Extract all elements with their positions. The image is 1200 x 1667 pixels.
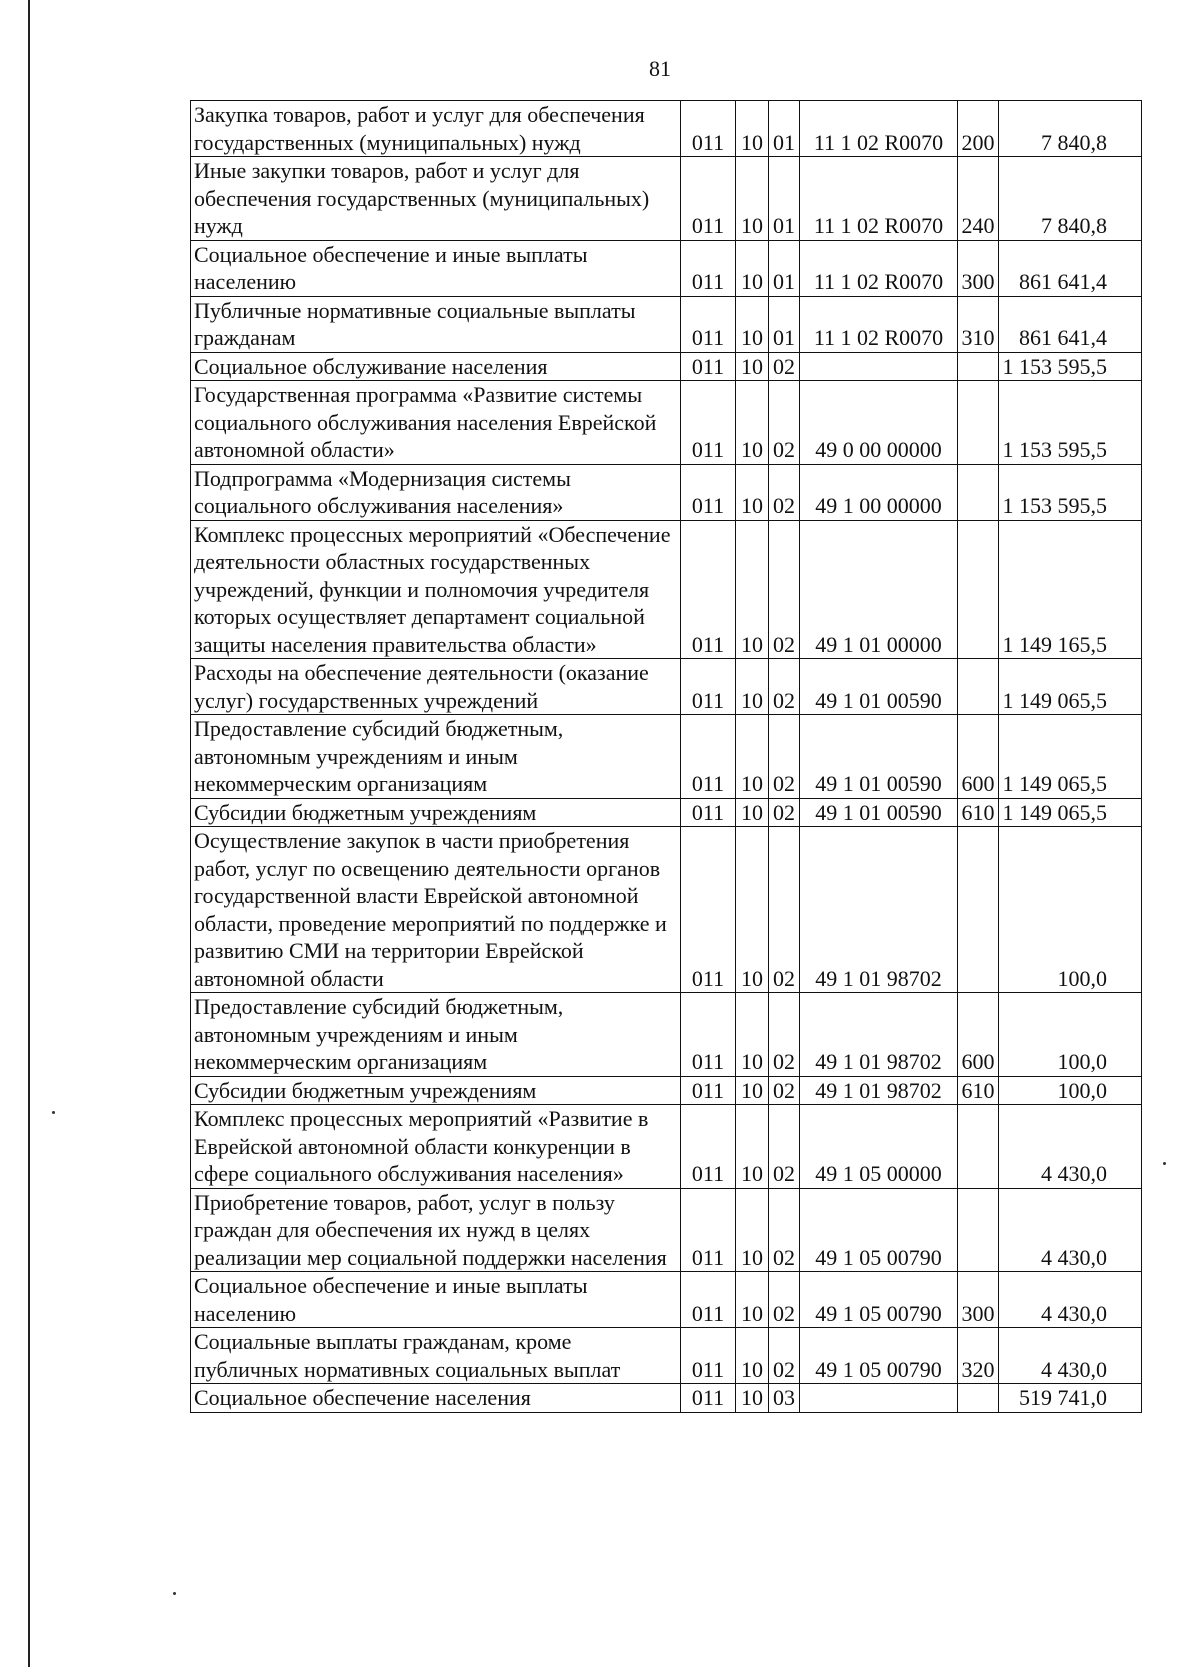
subsection-code-cell: 02 xyxy=(769,1188,800,1272)
ministry-code-cell: 011 xyxy=(681,157,736,241)
ministry-code-cell: 011 xyxy=(681,381,736,465)
amount-cell: 1 153 595,5 xyxy=(999,352,1142,381)
expense-type-cell: 240 xyxy=(958,157,999,241)
amount-cell: 100,0 xyxy=(999,993,1142,1077)
amount-cell: 4 430,0 xyxy=(999,1272,1142,1328)
table-row xyxy=(191,1076,1142,1105)
target-article-cell: 11 1 02 R0070 xyxy=(800,157,958,241)
expense-type-cell: 200 xyxy=(958,101,999,157)
section-code-cell: 10 xyxy=(736,715,769,799)
section-code-cell: 10 xyxy=(736,101,769,157)
expense-type-cell xyxy=(958,1188,999,1272)
expense-type-cell: 610 xyxy=(958,1076,999,1105)
target-article-cell: 49 1 01 00590 xyxy=(800,659,958,715)
subsection-code-cell: 01 xyxy=(769,240,800,296)
section-code-cell: 10 xyxy=(736,827,769,993)
table-row xyxy=(191,1384,1142,1413)
ministry-code-cell: 011 xyxy=(681,659,736,715)
target-article-cell: 49 1 05 00000 xyxy=(800,1105,958,1189)
scan-speck xyxy=(1163,1162,1166,1165)
expense-name-cell: Расходы на обеспечение деятельности (оказание услуг) государственных учреждений xyxy=(191,659,681,715)
expense-name-cell: Предоставление субсидий бюджетным, автономным учреждениям и иным некоммерческим организациям xyxy=(191,715,681,799)
budget-table xyxy=(190,100,1142,1413)
expense-name-cell: Социальное обеспечение и иные выплаты населению xyxy=(191,1272,681,1328)
ministry-code-cell: 011 xyxy=(681,520,736,659)
target-article-cell: 11 1 02 R0070 xyxy=(800,101,958,157)
amount-cell: 1 153 595,5 xyxy=(999,381,1142,465)
subsection-code-cell: 01 xyxy=(769,157,800,241)
target-article-cell: 49 1 05 00790 xyxy=(800,1188,958,1272)
subsection-code-cell: 02 xyxy=(769,381,800,465)
subsection-code-cell: 02 xyxy=(769,520,800,659)
subsection-code-cell: 02 xyxy=(769,798,800,827)
subsection-code-cell: 02 xyxy=(769,352,800,381)
subsection-code-cell: 02 xyxy=(769,1105,800,1189)
subsection-code-cell: 01 xyxy=(769,101,800,157)
amount-cell: 1 149 065,5 xyxy=(999,659,1142,715)
target-article-cell: 11 1 02 R0070 xyxy=(800,296,958,352)
subsection-code-cell: 02 xyxy=(769,827,800,993)
page-number: 81 xyxy=(649,56,671,81)
expense-name-cell: Комплекс процессных мероприятий «Обеспечение деятельности областных государственных учреждений, функции и полномочия учредителя которых осуществляет департамент социальной защиты населения правительства области» xyxy=(191,520,681,659)
expense-type-cell xyxy=(958,381,999,465)
expense-type-cell xyxy=(958,659,999,715)
amount-cell: 861 641,4 xyxy=(999,240,1142,296)
target-article-cell: 49 1 01 98702 xyxy=(800,827,958,993)
section-code-cell: 10 xyxy=(736,157,769,241)
section-code-cell: 10 xyxy=(736,296,769,352)
expense-name-cell: Приобретение товаров, работ, услуг в пользу граждан для обеспечения их нужд в целях реализации мер социальной поддержки населения xyxy=(191,1188,681,1272)
ministry-code-cell: 011 xyxy=(681,798,736,827)
target-article-cell: 49 1 05 00790 xyxy=(800,1328,958,1384)
table-row xyxy=(191,659,1142,715)
ministry-code-cell: 011 xyxy=(681,993,736,1077)
ministry-code-cell: 011 xyxy=(681,715,736,799)
table-row xyxy=(191,157,1142,241)
table-row xyxy=(191,352,1142,381)
expense-type-cell: 300 xyxy=(958,1272,999,1328)
expense-name-cell: Осуществление закупок в части приобретения работ, услуг по освещению деятельности органов государственной власти Еврейской автономной области, проведение мероприятий по поддержке и развитию СМИ на территории Еврейской автономной области xyxy=(191,827,681,993)
amount-cell: 4 430,0 xyxy=(999,1188,1142,1272)
expense-type-cell xyxy=(958,1105,999,1189)
target-article-cell xyxy=(800,352,958,381)
expense-name-cell: Подпрограмма «Модернизация системы социального обслуживания населения» xyxy=(191,464,681,520)
amount-cell: 1 149 065,5 xyxy=(999,715,1142,799)
table-row xyxy=(191,101,1142,157)
table-row xyxy=(191,464,1142,520)
target-article-cell: 49 1 01 98702 xyxy=(800,993,958,1077)
table-row xyxy=(191,1105,1142,1189)
target-article-cell: 49 1 01 00590 xyxy=(800,798,958,827)
expense-name-cell: Субсидии бюджетным учреждениям xyxy=(191,798,681,827)
subsection-code-cell: 03 xyxy=(769,1384,800,1413)
expense-name-cell: Социальное обслуживание населения xyxy=(191,352,681,381)
ministry-code-cell: 011 xyxy=(681,1328,736,1384)
ministry-code-cell: 011 xyxy=(681,240,736,296)
target-article-cell: 49 1 05 00790 xyxy=(800,1272,958,1328)
expense-type-cell: 600 xyxy=(958,993,999,1077)
table-row xyxy=(191,798,1142,827)
expense-name-cell: Социальные выплаты гражданам, кроме публичных нормативных социальных выплат xyxy=(191,1328,681,1384)
ministry-code-cell: 011 xyxy=(681,1188,736,1272)
scan-edge-line xyxy=(28,0,30,1667)
subsection-code-cell: 02 xyxy=(769,1328,800,1384)
table-row xyxy=(191,520,1142,659)
amount-cell: 1 149 065,5 xyxy=(999,798,1142,827)
section-code-cell: 10 xyxy=(736,659,769,715)
amount-cell: 7 840,8 xyxy=(999,157,1142,241)
expense-name-cell: Публичные нормативные социальные выплаты гражданам xyxy=(191,296,681,352)
ministry-code-cell: 011 xyxy=(681,1384,736,1413)
section-code-cell: 10 xyxy=(736,240,769,296)
expense-name-cell: Социальное обеспечение населения xyxy=(191,1384,681,1413)
table-row xyxy=(191,993,1142,1077)
expense-type-cell xyxy=(958,464,999,520)
subsection-code-cell: 02 xyxy=(769,1272,800,1328)
section-code-cell: 10 xyxy=(736,798,769,827)
target-article-cell: 49 0 00 00000 xyxy=(800,381,958,465)
section-code-cell: 10 xyxy=(736,1076,769,1105)
target-article-cell: 49 1 00 00000 xyxy=(800,464,958,520)
expense-type-cell xyxy=(958,352,999,381)
table-row xyxy=(191,715,1142,799)
section-code-cell: 10 xyxy=(736,1384,769,1413)
section-code-cell: 10 xyxy=(736,1272,769,1328)
section-code-cell: 10 xyxy=(736,352,769,381)
ministry-code-cell: 011 xyxy=(681,101,736,157)
section-code-cell: 10 xyxy=(736,464,769,520)
table-row xyxy=(191,1188,1142,1272)
subsection-code-cell: 02 xyxy=(769,1076,800,1105)
subsection-code-cell: 02 xyxy=(769,993,800,1077)
expense-type-cell: 300 xyxy=(958,240,999,296)
expense-type-cell: 310 xyxy=(958,296,999,352)
table-row xyxy=(191,827,1142,993)
expense-name-cell: Государственная программа «Развитие системы социального обслуживания населения Еврейской автономной области» xyxy=(191,381,681,465)
ministry-code-cell: 011 xyxy=(681,1272,736,1328)
subsection-code-cell: 01 xyxy=(769,296,800,352)
table-row xyxy=(191,1328,1142,1384)
amount-cell: 4 430,0 xyxy=(999,1105,1142,1189)
expense-type-cell: 600 xyxy=(958,715,999,799)
expense-type-cell xyxy=(958,1384,999,1413)
ministry-code-cell: 011 xyxy=(681,1105,736,1189)
target-article-cell: 49 1 01 00000 xyxy=(800,520,958,659)
expense-type-cell xyxy=(958,520,999,659)
expense-name-cell: Субсидии бюджетным учреждениям xyxy=(191,1076,681,1105)
amount-cell: 1 153 595,5 xyxy=(999,464,1142,520)
subsection-code-cell: 02 xyxy=(769,659,800,715)
budget-table-body xyxy=(191,101,1142,1413)
ministry-code-cell: 011 xyxy=(681,1076,736,1105)
section-code-cell: 10 xyxy=(736,1328,769,1384)
ministry-code-cell: 011 xyxy=(681,464,736,520)
expense-type-cell xyxy=(958,827,999,993)
amount-cell: 1 149 165,5 xyxy=(999,520,1142,659)
table-row xyxy=(191,381,1142,465)
expense-name-cell: Предоставление субсидий бюджетным, автономным учреждениям и иным некоммерческим организациям xyxy=(191,993,681,1077)
subsection-code-cell: 02 xyxy=(769,464,800,520)
scan-speck xyxy=(52,1111,55,1114)
amount-cell: 861 641,4 xyxy=(999,296,1142,352)
amount-cell: 100,0 xyxy=(999,827,1142,993)
table-row xyxy=(191,240,1142,296)
target-article-cell xyxy=(800,1384,958,1413)
amount-cell: 7 840,8 xyxy=(999,101,1142,157)
amount-cell: 519 741,0 xyxy=(999,1384,1142,1413)
expense-name-cell: Закупка товаров, работ и услуг для обеспечения государственных (муниципальных) нужд xyxy=(191,101,681,157)
expense-name-cell: Иные закупки товаров, работ и услуг для обеспечения государственных (муниципальных) нужд xyxy=(191,157,681,241)
ministry-code-cell: 011 xyxy=(681,827,736,993)
table-row xyxy=(191,296,1142,352)
section-code-cell: 10 xyxy=(736,381,769,465)
amount-cell: 100,0 xyxy=(999,1076,1142,1105)
expense-type-cell: 610 xyxy=(958,798,999,827)
amount-cell: 4 430,0 xyxy=(999,1328,1142,1384)
scan-speck xyxy=(173,1592,176,1595)
ministry-code-cell: 011 xyxy=(681,296,736,352)
table-row xyxy=(191,1272,1142,1328)
ministry-code-cell: 011 xyxy=(681,352,736,381)
target-article-cell: 49 1 01 98702 xyxy=(800,1076,958,1105)
target-article-cell: 49 1 01 00590 xyxy=(800,715,958,799)
expense-type-cell: 320 xyxy=(958,1328,999,1384)
section-code-cell: 10 xyxy=(736,1188,769,1272)
expense-name-cell: Социальное обеспечение и иные выплаты населению xyxy=(191,240,681,296)
section-code-cell: 10 xyxy=(736,1105,769,1189)
target-article-cell: 11 1 02 R0070 xyxy=(800,240,958,296)
subsection-code-cell: 02 xyxy=(769,715,800,799)
section-code-cell: 10 xyxy=(736,993,769,1077)
expense-name-cell: Комплекс процессных мероприятий «Развитие в Еврейской автономной области конкуренции в сфере социального обслуживания населения» xyxy=(191,1105,681,1189)
section-code-cell: 10 xyxy=(736,520,769,659)
